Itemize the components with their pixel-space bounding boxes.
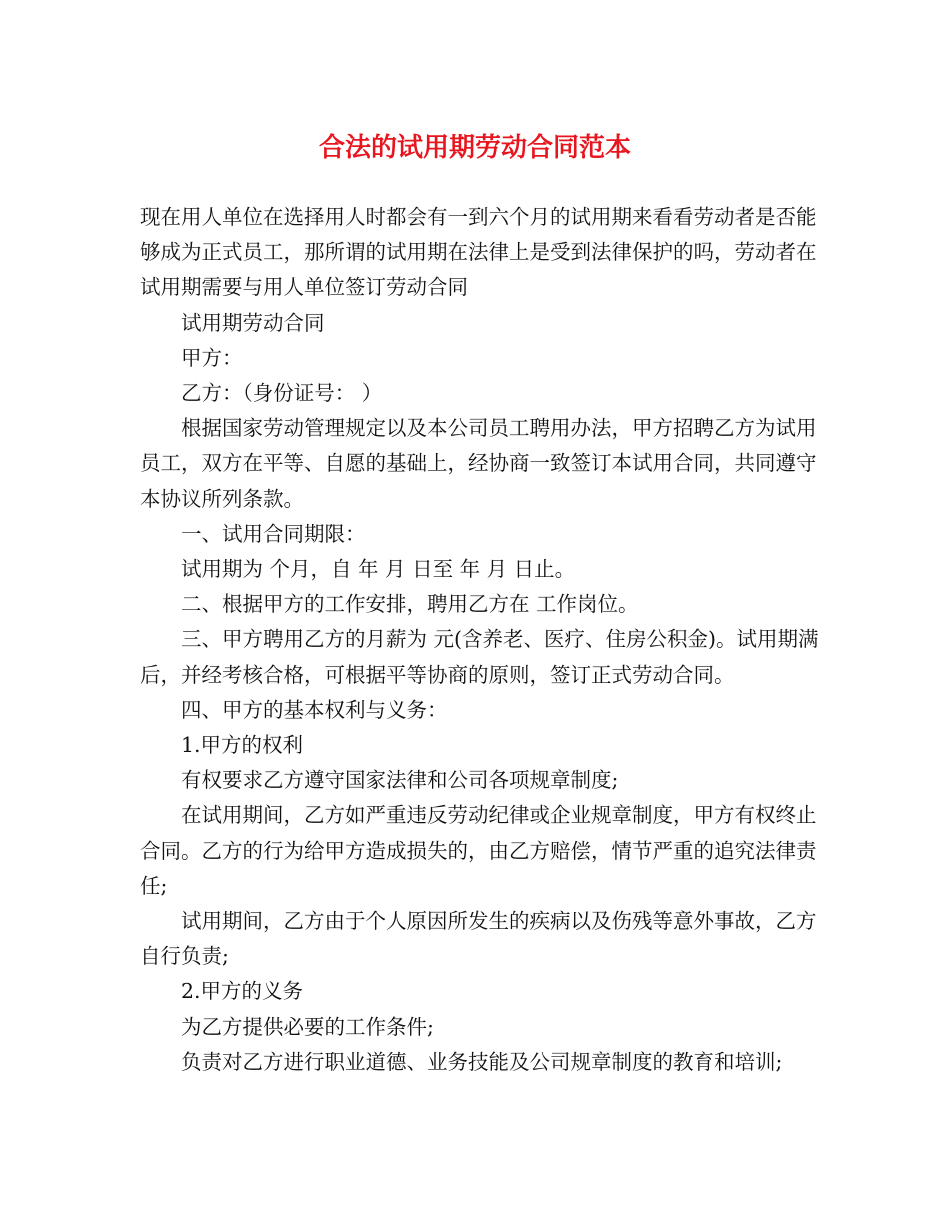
paragraph: 为乙方提供必要的工作条件; — [181, 1014, 434, 1039]
paragraph: 有权要求乙方遵守国家法律和公司各项规章制度; — [181, 768, 619, 793]
paragraph: 试用期劳动合同 — [181, 310, 325, 335]
paragraph: 1.甲方的权利 — [181, 733, 304, 758]
paragraph: 三、甲方聘用乙方的月薪为 元(含养老、医疗、住房公积金)。试用期满后，并经考核合格，可根据平等协商的原则，签订正式劳动合同。 — [140, 627, 819, 687]
paragraph: 一、试用合同期限： — [181, 521, 366, 546]
paragraph: 现在用人单位在选择用人时都会有一到六个月的试用期来看看劳动者是否能够成为正式员工，那所谓的试用期在法律上是受到法律保护的吗，劳动者在试用期需要与用人单位签订劳动合同 — [140, 205, 817, 300]
paragraph: 负责对乙方进行职业道德、业务技能及公司规章制度的教育和培训; — [181, 1049, 783, 1074]
paragraph: 二、根据甲方的工作安排，聘用乙方在 工作岗位。 — [181, 592, 639, 617]
paragraph: 试用期间，乙方由于个人原因所发生的疾病以及伤残等意外事故，乙方自行负责; — [140, 909, 817, 969]
paragraph: 乙方：（身份证号： ） — [181, 381, 383, 406]
document-body — [140, 200, 820, 1080]
paragraph: 根据国家劳动管理规定以及本公司员工聘用办法，甲方招聘乙方为试用员工，双方在平等、自愿的基础上，经协商一致签订本试用合同，共同遵守本协议所列条款。 — [140, 416, 817, 511]
paragraph: 甲方： — [181, 345, 243, 370]
paragraph: 在试用期间，乙方如严重违反劳动纪律或企业规章制度，甲方有权终止合同。乙方的行为给甲方造成损失的，由乙方赔偿，情节严重的追究法律责任; — [140, 803, 817, 898]
paragraph: 2.甲方的义务 — [181, 979, 304, 1004]
paragraph: 四、甲方的基本权利与义务： — [181, 697, 448, 722]
document-title: 合法的试用期劳动合同范本 — [318, 133, 631, 163]
paragraph: 试用期为 个月，自 年 月 日至 年 月 日止。 — [181, 557, 576, 582]
